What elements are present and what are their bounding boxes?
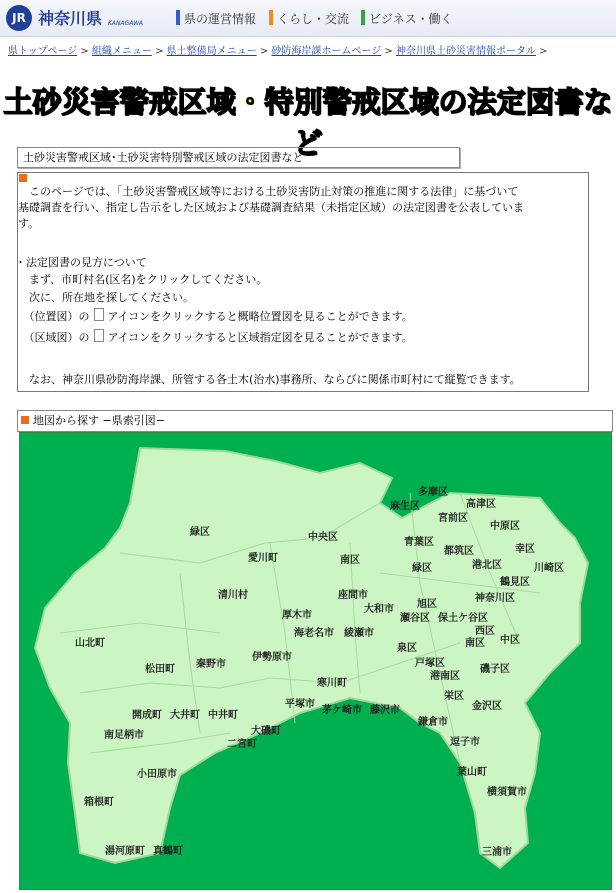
map-area-tsurumi-ku[interactable]: 鶴見区 — [500, 577, 530, 588]
map-area-zama-shi[interactable]: 座間市 — [338, 590, 368, 601]
howto-step-label: （区域図）の — [18, 331, 90, 344]
map-area-midori-ku-sagamihara[interactable]: 緑区 — [190, 527, 210, 538]
map-area-tsuzuki-ku[interactable]: 都筑区 — [444, 546, 474, 557]
map-area-asahi-ku[interactable]: 旭区 — [417, 599, 437, 610]
intro-box — [17, 172, 589, 392]
intro-text: す。 — [18, 217, 40, 230]
map-area-kanagawa-ku[interactable]: 神奈川区 — [475, 593, 515, 604]
map-area-minamiashigara-shi[interactable]: 南足柄市 — [104, 730, 144, 741]
howto-step: まず、市町村名(区名)をクリックしてください。 — [18, 273, 268, 286]
howto-step — [18, 329, 413, 345]
map-area-oiso-machi[interactable]: 大磯町 — [251, 726, 281, 737]
map-area-izumi-ku[interactable]: 泉区 — [397, 643, 417, 654]
map-area-yokosuka-shi[interactable]: 横須賀市 — [487, 787, 527, 798]
howto-title: ・法定図書の見方について — [15, 256, 147, 269]
map-area-kaisei-machi[interactable]: 開成町 — [132, 710, 162, 721]
map-area-kohoku-ku[interactable]: 港北区 — [472, 560, 502, 571]
map-area-hiratsuka-shi[interactable]: 平塚市 — [285, 699, 315, 710]
map-area-kamakura-shi[interactable]: 鎌倉市 — [418, 717, 448, 728]
map-area-nakai-machi[interactable]: 中井町 — [208, 710, 238, 721]
map-area-kanazawa-ku[interactable]: 金沢区 — [472, 701, 502, 712]
map-area-seya-ku[interactable]: 瀬谷区 — [400, 613, 430, 624]
map-area-minami-ku-yokohama[interactable]: 南区 — [465, 638, 485, 649]
nav-living[interactable]: くらし・交流 — [269, 10, 349, 27]
page-title: 土砂災害警戒区域・特別警戒区域の法定図書など — [3, 85, 613, 160]
orange-marker-icon — [19, 174, 27, 182]
map-area-matsuda-machi[interactable]: 松田町 — [145, 664, 175, 675]
map-area-naka-ku[interactable]: 中区 — [500, 635, 520, 646]
breadcrumb-separator: > — [80, 46, 89, 57]
map-area-samukawa-machi[interactable]: 寒川町 — [317, 678, 347, 689]
howto-step-label: （位置図）の — [18, 310, 90, 323]
map-area-hodogaya-ku[interactable]: 保土ケ谷区 — [438, 613, 488, 624]
nav-business[interactable]: ビジネス・働く — [361, 10, 453, 27]
map-area-yamato-shi[interactable]: 大和市 — [364, 604, 394, 615]
section-title: 土砂災害警戒区域･土砂災害特別警戒区域の法定図書など — [17, 147, 460, 168]
orange-marker-icon — [21, 416, 29, 424]
map-area-chigasaki-shi[interactable]: 茅ケ崎市 — [322, 705, 362, 716]
map-area-aikawa-machi[interactable]: 愛川町 — [248, 553, 278, 564]
map-area-minami-ku-sagamihara[interactable]: 南区 — [340, 555, 360, 566]
map-area-chuo-ku[interactable]: 中央区 — [308, 532, 338, 543]
map-area-nakahara-ku[interactable]: 中原区 — [490, 521, 520, 532]
howto-step: 次に、所在地を探してください。 — [18, 291, 194, 304]
map-area-isogo-ku[interactable]: 磯子区 — [480, 664, 510, 675]
breadcrumb-link-organization[interactable]: 組織メニュー — [91, 46, 152, 57]
map-area-yamakita-machi[interactable]: 山北町 — [75, 638, 105, 649]
breadcrumb-separator: > — [539, 46, 548, 57]
map-area-tama-ku[interactable]: 多摩区 — [418, 487, 448, 498]
breadcrumb-separator: > — [259, 46, 269, 57]
map-area-takatsu-ku[interactable]: 高津区 — [466, 499, 496, 510]
map-area-atsugi-shi[interactable]: 厚木市 — [282, 610, 312, 621]
site-logo-subtext: KANAGAWA — [108, 20, 144, 27]
map-area-ebina-shi[interactable]: 海老名市 — [294, 628, 334, 639]
map-area-nishi-ku[interactable]: 西区 — [475, 626, 495, 637]
map-area-ayase-shi[interactable]: 綾瀬市 — [344, 628, 374, 639]
site-logo-text[interactable]: 神奈川県 — [38, 9, 103, 28]
map-area-midori-ku-yokohama[interactable]: 緑区 — [412, 563, 432, 574]
prefecture-index-map — [19, 432, 612, 890]
nav-administration[interactable]: 県の運営情報 — [176, 10, 256, 27]
map-section-title-text: 地図から探す −県索引図− — [33, 414, 165, 427]
map-area-kiyokawa-mura[interactable]: 清川村 — [218, 590, 248, 601]
breadcrumb-link-portal[interactable]: 神奈川県土砂災害情報ポータル — [395, 46, 536, 57]
map-area-kawasaki-ku[interactable]: 川崎区 — [534, 563, 564, 574]
breadcrumb-separator: > — [384, 46, 393, 57]
map-area-zushi-shi[interactable]: 逗子市 — [450, 737, 480, 748]
howto-step-text: アイコンをクリックすると概略位置図を見ることができます。 — [107, 310, 413, 323]
breadcrumb-separator: > — [155, 46, 164, 57]
breadcrumb-link-bureau[interactable]: 県土整備局メニュー — [166, 46, 257, 57]
map-area-fujisawa-shi[interactable]: 藤沢市 — [370, 705, 400, 716]
breadcrumb — [8, 42, 548, 57]
howto-step — [18, 308, 413, 324]
map-area-miura-shi[interactable]: 三浦市 — [482, 847, 512, 858]
map-area-hadano-shi[interactable]: 秦野市 — [196, 659, 226, 670]
map-section-title — [17, 410, 613, 432]
map-area-aoba-ku[interactable]: 青葉区 — [404, 537, 434, 548]
map-area-ninomiya-machi[interactable]: 二宮町 — [227, 739, 257, 750]
site-header — [0, 0, 616, 37]
map-area-hakone-machi[interactable]: 箱根町 — [84, 797, 114, 808]
map-area-konan-ku[interactable]: 港南区 — [430, 671, 460, 682]
intro-text: このページでは、「土砂災害警戒区域等における土砂災害防止対策の推進に関する法律」に基づいて — [18, 185, 519, 198]
map-area-odawara-shi[interactable]: 小田原市 — [137, 769, 177, 780]
intro-text: 基礎調査を行い、指定し告示をした区域および基礎調査結果（未指定区域）の法定図書を公表していま — [18, 201, 524, 214]
map-area-isehara-shi[interactable]: 伊勢原市 — [252, 652, 292, 663]
document-icon — [94, 308, 104, 321]
kanagawa-logo-icon[interactable]: JR — [6, 5, 32, 31]
map-area-miyamae-ku[interactable]: 宮前区 — [438, 513, 468, 524]
map-area-hayama-machi[interactable]: 葉山町 — [457, 767, 487, 778]
map-area-oi-machi[interactable]: 大井町 — [170, 710, 200, 721]
map-area-totsuka-ku[interactable]: 戸塚区 — [415, 658, 445, 669]
breadcrumb-link-division[interactable]: 砂防海岸課ホームページ — [271, 46, 382, 57]
map-land-shape — [20, 433, 611, 889]
howto-step-text: アイコンをクリックすると区域指定図を見ることができます。 — [107, 331, 413, 344]
document-icon — [94, 329, 104, 342]
map-area-saiwai-ku[interactable]: 幸区 — [515, 544, 535, 555]
map-area-manazuru-machi[interactable]: 真鶴町 — [153, 846, 183, 857]
breadcrumb-link-top[interactable]: 県トップページ — [8, 46, 78, 57]
map-area-yugawara-machi[interactable]: 湯河原町 — [105, 846, 145, 857]
note-text: なお、神奈川県砂防海岸課、所管する各土木(治水)事務所、ならびに関係市町村にて縦覧できます。 — [18, 373, 521, 386]
map-area-sakae-ku[interactable]: 栄区 — [444, 691, 464, 702]
map-area-asao-ku[interactable]: 麻生区 — [390, 501, 420, 512]
